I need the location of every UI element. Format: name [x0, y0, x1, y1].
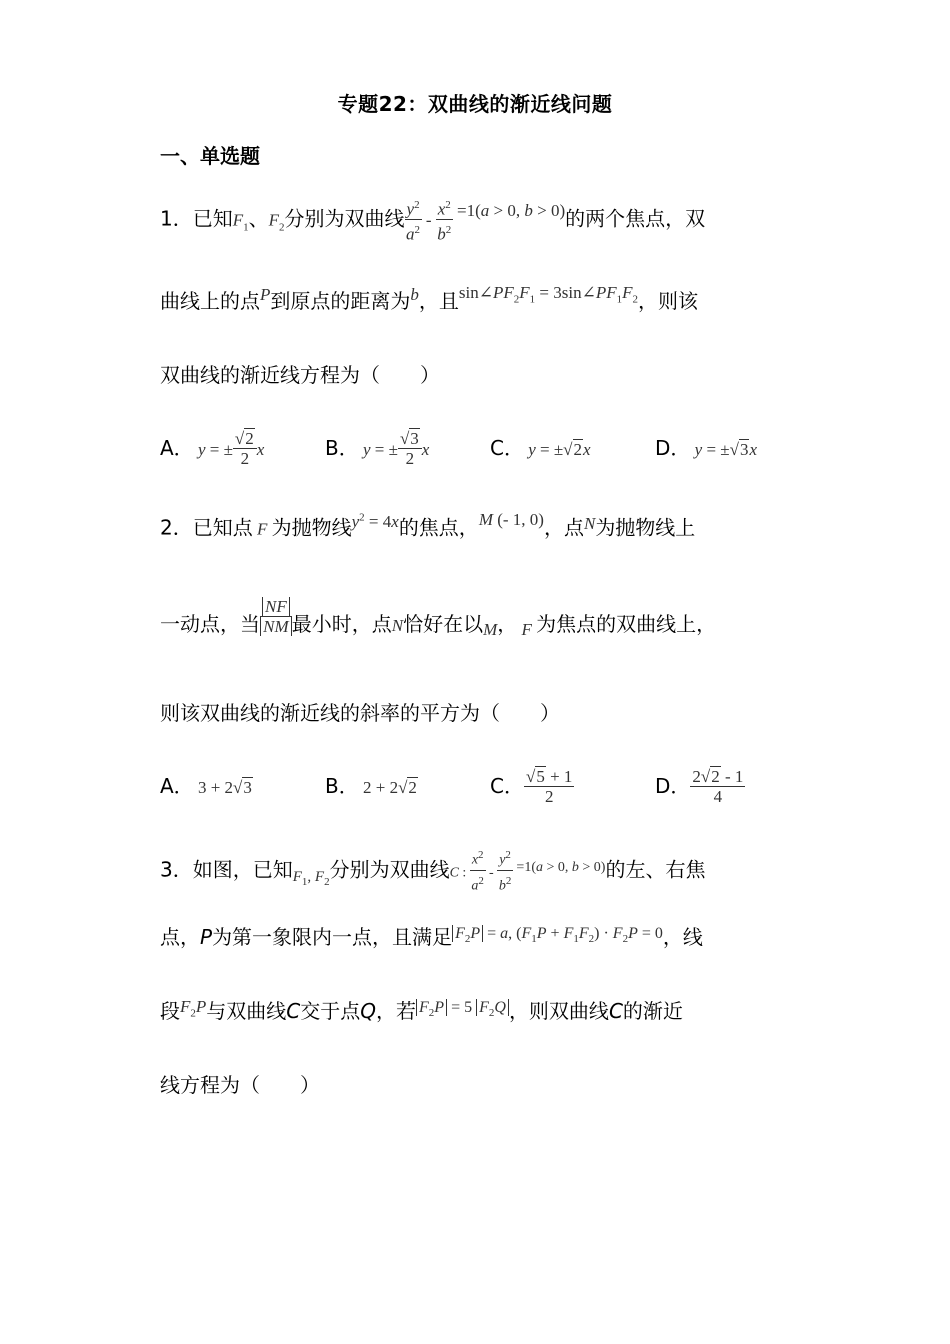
q2-option-c[interactable]: C． $\frac{√5 + 1}{2}$	[490, 767, 573, 806]
section-heading: 一、单选题	[160, 144, 260, 168]
q1-option-d[interactable]: D． y = ±√3x	[655, 436, 757, 460]
q2-option-d[interactable]: D． $\frac{2√2 - 1}{4}$	[655, 767, 744, 806]
q1-line-3: 双曲线的渐近线方程为（ ）	[160, 363, 440, 387]
q1-hyperbola-formula: $\frac{y^2}{a^2}$	[405, 196, 422, 244]
q1-option-c[interactable]: C． y = ±√2x	[490, 436, 591, 460]
page-title: 专题22：双曲线的渐近线问题	[337, 92, 613, 116]
q1-line-2: 曲线上的点$^P$到原点的距离为$^b$，且$^{sin\angle PF_2F_1 = 3sin\angle PF_1F_2}$，则该	[160, 283, 698, 313]
q1-option-a[interactable]: A． y = ± $\frac{√2}{2}$ x	[160, 429, 265, 468]
q1-sine-condition: sin∠PF2F1 = 3sin∠PF1F2	[458, 283, 638, 306]
q3-line-2: 点，P为第一象限内一点，且满足 $^{F_2P = a, (F_1P + F_1F_2) \cdot F_2P = 0}$，线	[160, 925, 703, 949]
q1-line-1: 1．已知$F_1$、$F_2$分别为双曲线 $\frac{y^2}{a^2}$ - $\frac{x^2}{b^2}$ $^{=1(a > 0, b > 0)}$的两个焦点，双	[160, 196, 705, 244]
q2-line-3: 则该双曲线的渐近线的斜率的平方为（ ）	[160, 701, 560, 725]
q3-line-3: 段$^{F_2P}$与双曲线C交于点Q，若 $^{F_2P = 5 F_2Q}$ ，则双曲线C的渐近	[160, 997, 683, 1023]
q3-line-4: 线方程为（ ）	[160, 1073, 320, 1097]
q2-line-2: 一动点，当 $\frac{NF}{NM}$ 最小时，点N恰好在以$_M$， $_F$ 为焦点的双曲线上，	[160, 597, 717, 639]
q3-condition: F2P = a, (F1P + F1F2) · F2P = 0	[452, 925, 663, 942]
q2-option-b[interactable]: B． 2 + 2√2	[325, 774, 417, 798]
q3-line-1: 3．如图，已知$_{F_1, F_2}$分别为双曲线C : $\frac{x^2}{a^2}$ - $\frac{y^2}{b^2}$ $^{=1(a > 0, b > 0)}$的左、右焦	[160, 846, 705, 896]
q1-option-b[interactable]: B． y = ± $\frac{√3}{2}$ x	[325, 429, 430, 468]
q1-options	[160, 430, 757, 469]
q2-options	[160, 768, 745, 807]
q2-ratio: $\frac{NF}{NM}$	[260, 598, 292, 637]
q2-option-a[interactable]: A． 3 + 2√3	[160, 774, 252, 798]
q3-hyperbola-formula: $\frac{x^2}{a^2}$	[470, 846, 486, 896]
q2-line-1: 2．已知点 F 为抛物线$^{y^2 = 4x}$的焦点，$^{M (- 1, 0)}$，点$^N$为抛物线上	[160, 509, 696, 540]
